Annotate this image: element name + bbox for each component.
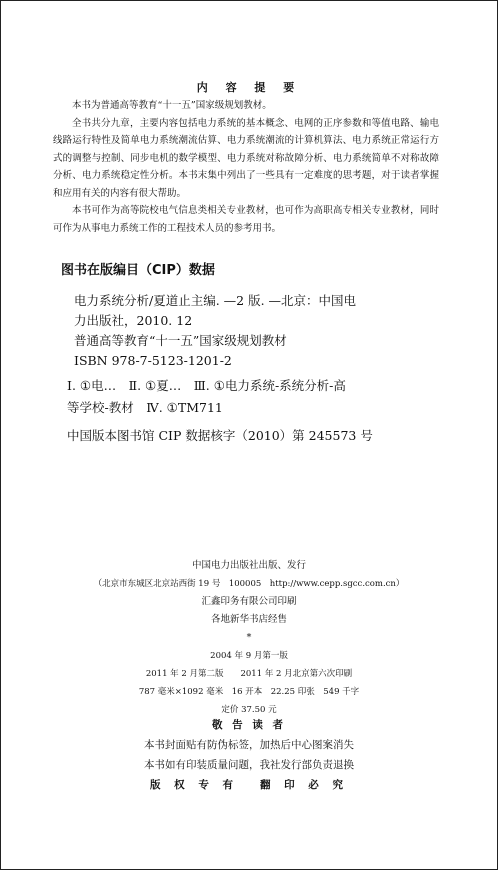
notice-line-anticounterfeit: 本书封面贴有防伪标签，加热后中心图案消失 (144, 739, 354, 751)
summary-title: 内 容 提 要 (196, 81, 302, 94)
summary-paragraph-3: 本书可作为高等院校电气信息类相关专业教材，也可作为高职高专相关专业教材，同时可作为从事电力系统工作的工程技术人员的参考用书。 (53, 205, 439, 234)
notice-footer-copyright: 版 权 专 有 (150, 779, 238, 791)
imprint-specs: 787 毫米×1092 毫米 16 开本 22.25 印张 549 千字 (138, 687, 360, 697)
cip-line-publisher: 力出版社，2010. 12 (74, 313, 193, 328)
summary-paragraph-1: 本书为普通高等教育“十一五”国家级规划教材。 (72, 100, 272, 111)
summary-body (53, 97, 439, 237)
notice-line-quality: 本书如有印装质量问题，我社发行部负责退换 (144, 759, 354, 771)
cip-classification (67, 375, 447, 419)
notice-footer (1, 775, 497, 795)
cip-header: 图书在版编目（CIP）数据 (61, 263, 215, 278)
imprint-distributor: 各地新华书店经售 (210, 614, 287, 625)
cip-data-number: 中国版本图书馆 CIP 数据核字（2010）第 245573 号 (67, 428, 373, 443)
imprint-printer: 汇鑫印务有限公司印刷 (201, 596, 297, 607)
reader-notice (1, 715, 497, 795)
imprint-publisher: 中国电力出版社出版、发行 (191, 560, 306, 571)
notice-footer-no-reprint: 翻 印 必 究 (260, 779, 348, 791)
notice-heading: 敬 告 读 者 (212, 719, 286, 731)
cip-record (74, 291, 434, 371)
cip-line-isbn: ISBN 978-7-5123-1201-2 (74, 353, 232, 368)
imprint-edition-print: 2011 年 2 月第二版 2011 年 2 月北京第六次印刷 (145, 669, 353, 679)
summary-paragraph-2: 全书共分九章，主要内容包括电力系统的基本概念、电网的正序参数和等值电路、输电线路运行特性及简单电力系统潮流估算、电力系统潮流的计算机算法、电力系统正常运行方式的调整与控制、同步电机的数学模型、电力系统对称故障分析、电力系统简单不对称故障分析、电力系统稳定性分析。本书末集中列出了一些具有一定难度的思考题，对于读者掌握和应用有关的内容有很大帮助。 (53, 117, 439, 199)
imprint-first-edition: 2004 年 9 月第一版 (210, 651, 288, 661)
cip-line-series: 普通高等教育“十一五”国家级规划教材 (74, 333, 287, 348)
cip-classification-line-2: 等学校-教材 Ⅳ. ①TM711 (67, 400, 223, 415)
imprint-block (1, 557, 497, 719)
cip-classification-line-1: Ⅰ. ①电… Ⅱ. ①夏… Ⅲ. ①电力系统-系统分析-高 (67, 378, 346, 393)
imprint-price: 定价 37.50 元 (221, 705, 277, 715)
cip-line-title: 电力系统分析/夏道止主编. —2 版. —北京：中国电 (74, 293, 357, 308)
imprint-separator: * (246, 632, 252, 643)
imprint-address: （北京市东城区北京站西街 19 号 100005 http://www.cepp.sgcc.com.cn） (93, 579, 405, 589)
